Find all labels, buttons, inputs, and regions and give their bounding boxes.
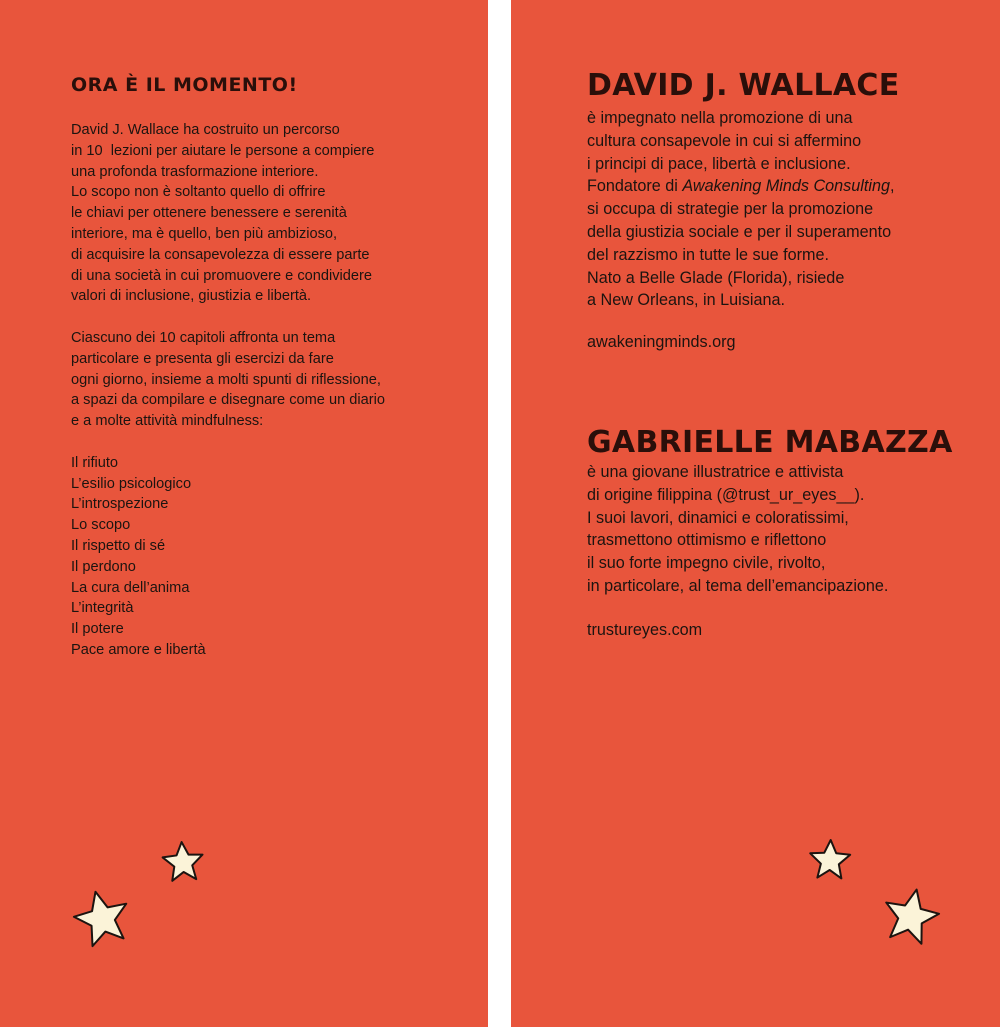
chapter-item: Il rispetto di sé <box>71 537 166 554</box>
chapter-item: Il rifiuto <box>71 454 119 471</box>
illustrator-website-link[interactable]: trustureyes.com <box>587 621 703 639</box>
text-line: valori di inclusione, giustizia e libertà. <box>71 288 312 305</box>
text-line: e a molte attività mindfulness: <box>71 413 264 430</box>
text-line: David J. Wallace ha costruito un percorso <box>71 122 340 138</box>
text-line: Lo scopo non è soltanto quello di offrire <box>71 184 326 201</box>
text-line: il suo forte impegno civile, rivolto, <box>587 554 826 573</box>
text-line <box>587 175 987 198</box>
text-line: della giustizia sociale e per il superamento <box>587 222 892 241</box>
text-line: è una giovane illustratrice e attivista <box>587 463 844 481</box>
chapter-item: Lo scopo <box>71 517 131 534</box>
text-line: cultura consapevole in cui si affermino <box>587 131 862 150</box>
star-icon <box>70 886 134 950</box>
star-icon <box>806 836 854 884</box>
author-website-link[interactable]: awakeningminds.org <box>587 333 736 351</box>
bio-prefix: Fondatore di <box>587 177 683 196</box>
chapter-item: La cura dell’anima <box>71 579 190 596</box>
text-line: è impegnato nella promozione di una <box>587 109 853 127</box>
text-line: del razzismo in tutte le sue forme. <box>587 245 830 264</box>
left-body-text <box>71 120 471 661</box>
text-line: a spazi da compilare e disegnare come un diario <box>71 392 385 409</box>
chapter-item: L’integrità <box>71 600 134 617</box>
text-line: di una società in cui promuovere e condividere <box>71 267 372 284</box>
text-line: Ciascuno dei 10 capitoli affronta un tema <box>71 329 336 346</box>
text-line: trasmettono ottimismo e riflettono <box>587 531 827 550</box>
text-line: Nato a Belle Glade (Florida), risiede <box>587 268 845 287</box>
author-bio <box>587 107 987 312</box>
text-line: in particolare, al tema dell’emancipazione. <box>587 576 889 595</box>
star-icon <box>159 838 207 886</box>
text-line: in 10 lezioni per aiutare le persone a compiere <box>71 142 375 159</box>
chapter-item: Il perdono <box>71 558 136 575</box>
right-panel <box>511 0 1000 1027</box>
text-line: di origine filippina (@trust_ur_eyes__). <box>587 485 865 504</box>
text-line: particolare e presenta gli esercizi da fare <box>71 350 334 367</box>
text-line: ogni giorno, insieme a molti spunti di riflessione, <box>71 371 381 388</box>
chapter-item: Il potere <box>71 621 124 638</box>
text-line: I suoi lavori, dinamici e coloratissimi, <box>587 508 849 527</box>
author-name: DAVID J. WALLACE <box>587 68 900 103</box>
illustrator-name: GABRIELLE MABAZZA <box>587 425 953 460</box>
text-line: a New Orleans, in Luisiana. <box>587 291 785 310</box>
left-panel <box>0 0 488 1027</box>
text-line: una profonda trasformazione interiore. <box>71 163 319 180</box>
section-heading: ORA È IL MOMENTO! <box>71 74 298 96</box>
text-line: le chiavi per ottenere benessere e serenità <box>71 205 347 222</box>
text-line: di acquisire la consapevolezza di essere parte <box>71 246 370 263</box>
bio-suffix: , <box>889 177 895 196</box>
chapter-item: L’esilio psicologico <box>71 475 192 492</box>
chapter-item: Pace amore e libertà <box>71 641 206 658</box>
text-line: si occupa di strategie per la promozione <box>587 200 874 219</box>
text-line: i principi di pace, libertà e inclusione. <box>587 154 851 173</box>
company-name: Awakening Minds Consulting <box>682 177 890 196</box>
star-icon <box>879 884 943 948</box>
illustrator-bio <box>587 461 987 598</box>
chapter-item: L’introspezione <box>71 496 169 513</box>
text-line: interiore, ma è quello, ben più ambizioso, <box>71 225 338 242</box>
